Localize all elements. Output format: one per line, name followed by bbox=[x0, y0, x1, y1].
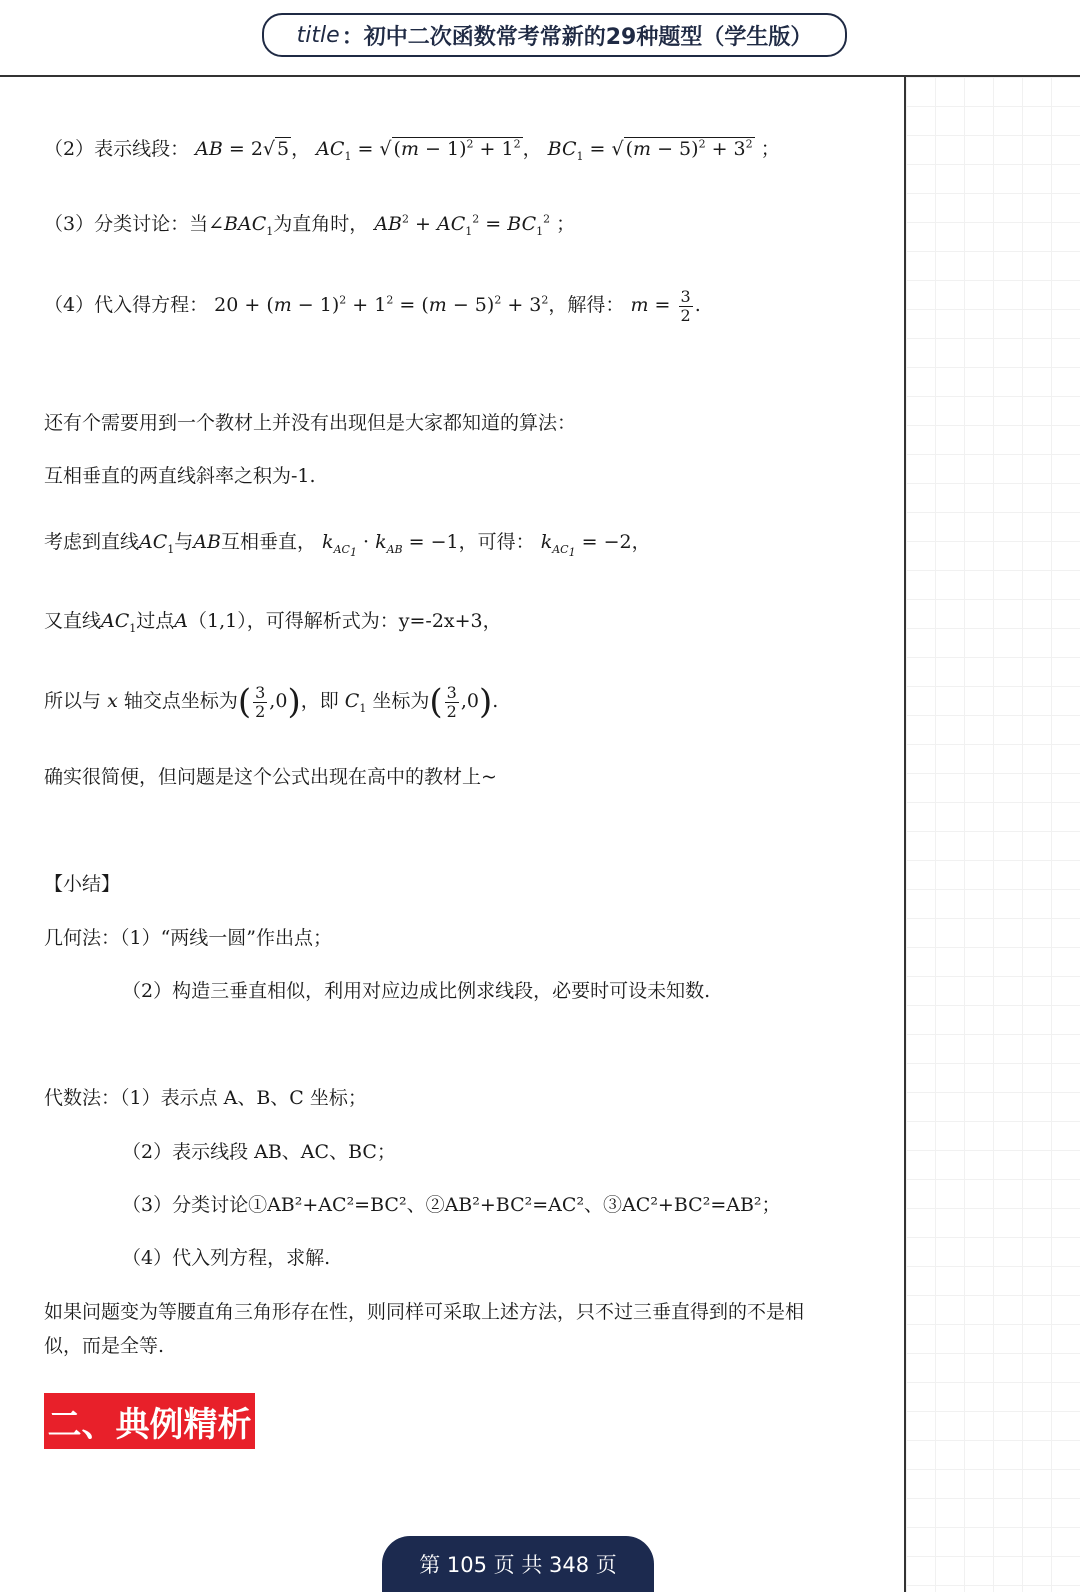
algorithm-intro: 还有个需要用到一个教材上并没有出现但是大家都知道的算法： bbox=[44, 412, 577, 434]
geometry-method-1: 几何法：（1）“两线一圆”作出点； bbox=[44, 927, 333, 949]
intersection-line: 所以与 x 轴交点坐标为( $\frac{3}{2}$ ,0)，即 $C_1$ 坐标为( $\frac{3}{2}$ ,0). bbox=[44, 682, 499, 723]
step-3-prefix: （3）分类讨论：当 bbox=[44, 213, 209, 235]
step-3-angle: ∠BAC bbox=[208, 213, 267, 235]
title-label: title bbox=[296, 22, 340, 48]
closing-remark: 确实很简便，但问题是这个公式出现在高中的教材上~ bbox=[44, 766, 497, 788]
slope-product-formula: $k_{AC_1} \cdot k_{AB} = -1$ bbox=[322, 531, 459, 559]
algebra-method-4: （4）代入列方程，求解. bbox=[122, 1247, 331, 1269]
algebra-method-2: （2）表示线段 AB、AC、BC； bbox=[122, 1141, 396, 1163]
slope-product-line: 考虑到直线$AC_1$与AB互相垂直， $k_{AC_1} \cdot k_{AB} = -1$，可得： $k_{AC_1} = -2$， bbox=[44, 531, 651, 559]
document-title: 初中二次函数常考常新的29种题型（学生版） bbox=[363, 24, 813, 50]
isosceles-note-line-2: 似，而是全等. bbox=[44, 1335, 165, 1357]
step-3-mid: 为直角时， bbox=[273, 213, 369, 235]
line-equation-line: 又直线$AC_1$过点A（1,1），可得解析式为：y=-2x+3， bbox=[44, 610, 502, 635]
line-equation: y=-2x+3， bbox=[398, 610, 502, 632]
notes-grid-margin bbox=[906, 77, 1080, 1592]
step-2-prefix: （2）表示线段： bbox=[44, 138, 190, 160]
algebra-method-3: （3）分类讨论①AB²+AC²=BC²、②AB²+BC²=AC²、③AC²+BC²=AB²； bbox=[122, 1194, 781, 1216]
page-number-footer: 第 105 页 共 348 页 bbox=[382, 1536, 654, 1592]
step-4-solution: m = $\frac{3}{2}$ . bbox=[630, 287, 701, 325]
step-4-line bbox=[44, 288, 701, 324]
perpendicular-slope-rule: 互相垂直的两直线斜率之积为-1. bbox=[44, 465, 316, 487]
summary-heading: 【小结】 bbox=[44, 873, 121, 895]
step-3-line: （3）分类讨论：当$\angle BAC_1$为直角时， $AB^2 + AC_1^2 = BC_1^2$ ； bbox=[44, 212, 576, 238]
step-4-equation: $20 + (m - 1)^2 + 1^2 = (m - 5)^2 + 3^2$ bbox=[214, 293, 549, 317]
section-heading: 二、典例精析 bbox=[44, 1393, 255, 1449]
step-4-mid: ，解得： bbox=[548, 294, 625, 317]
isosceles-note-line-1: 如果问题变为等腰直角三角形存在性，则同样可采取上述方法，只不过三垂直得到的不是相 bbox=[44, 1301, 805, 1323]
document-title-banner bbox=[262, 13, 847, 57]
step-3-formula: $AB^2 + AC_1^2 = BC_1^2$ ； bbox=[374, 212, 576, 238]
step-4-prefix: （4）代入得方程： bbox=[44, 294, 209, 317]
algebra-method-1: 代数法：（1）表示点 A、B、C 坐标； bbox=[44, 1087, 367, 1109]
step-2-formula: AB = 2√ 5 ， $AC_1$ = √ $(m - 1)^2 + 1^2$ ， $BC_1$ = √ $(m - 5)^2 + 3^2$ ； bbox=[195, 137, 780, 163]
step-2-line bbox=[44, 137, 780, 164]
title-colon: ： bbox=[341, 24, 364, 50]
slope-value-formula: $k_{AC_1} = -2$， bbox=[540, 531, 651, 559]
geometry-method-2: （2）构造三垂直相似，利用对应边成比例求线段，必要时可设未知数. bbox=[122, 980, 711, 1002]
